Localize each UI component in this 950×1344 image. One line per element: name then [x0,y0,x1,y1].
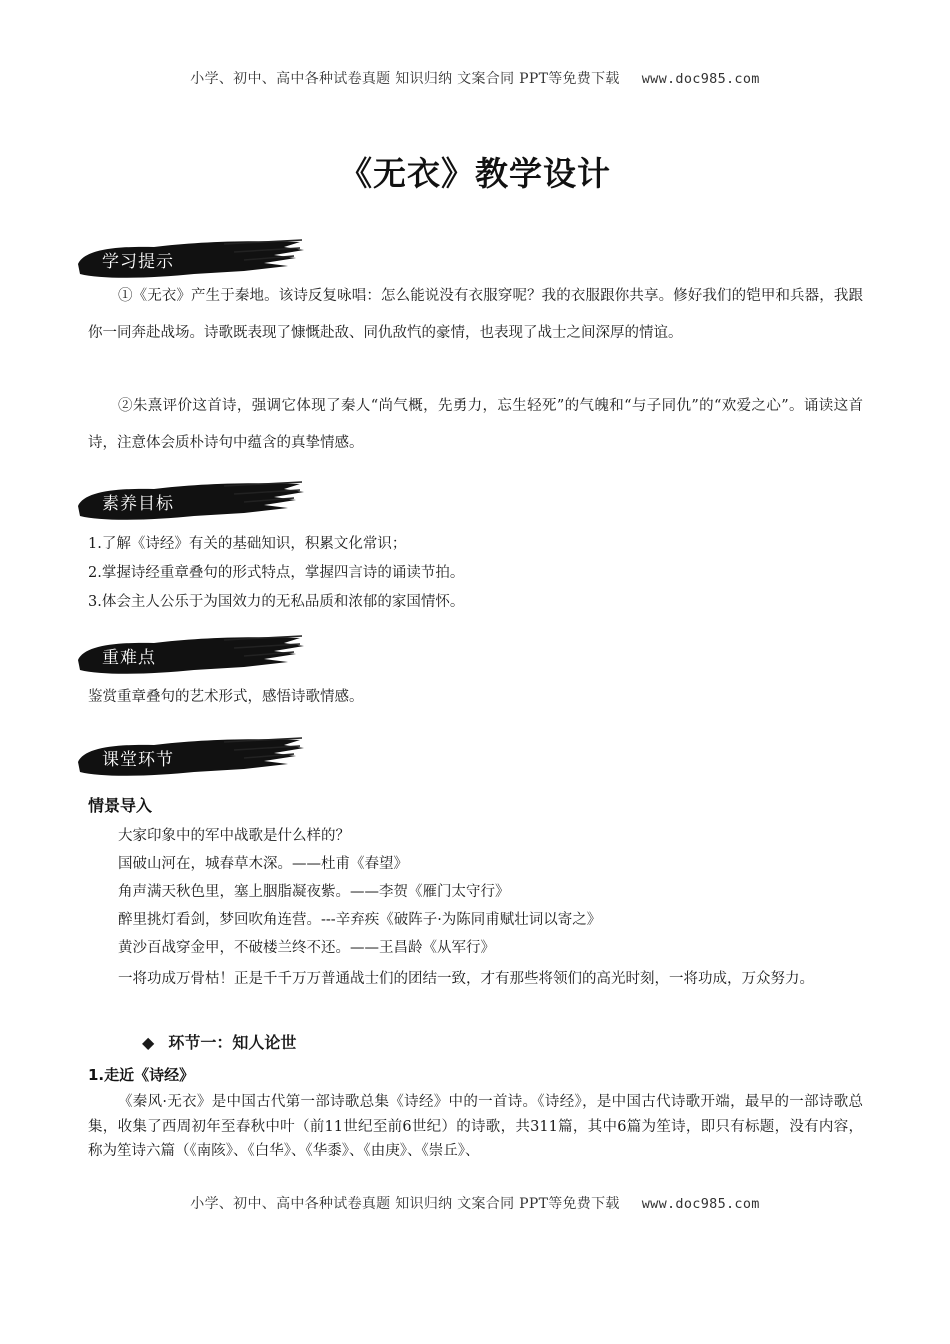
page-title: 《无衣》教学设计 [339,154,611,193]
intro-line: 黄沙百战穿金甲，不破楼兰终不还。——王昌龄《从军行》 [118,940,495,956]
step1-subheading: 1.走近《诗经》 [88,1066,195,1084]
goal-item: 3.体会主人公乐于为国效力的无私品质和浓郁的家国情怀。 [88,594,465,610]
intro-line: 醉里挑灯看剑，梦回吹角连营。---辛弃疾《破阵子·为陈同甫赋壮词以寄之》 [118,912,602,928]
tips-paragraph-2: ②朱熹评价这首诗，强调它体现了秦人“尚气概，先勇力，忘生轻死”的气魄和“与子同仇”的“欢爱之心”。诵读这首诗，注意体会质朴诗句中蕴含的真挚情感。 [88,398,863,451]
section-banner-class-steps [74,736,306,780]
footer-text: 小学、初中、高中各种试卷真题 知识归纳 文案合同 PPT等免费下载 [190,1196,620,1212]
diamond-bullet-icon: ◆ [142,1033,155,1052]
tips-paragraph-1: ①《无衣》产生于秦地。该诗反复咏唱：怎么能说没有衣服穿呢？我的衣服跟你共享。修好我们的铠甲和兵器，我跟你一同奔赴战场。诗歌既表现了慷慨赴敌、同仇敌忾的豪情，也表现了战士之间深厚的情谊。 [88,288,863,341]
section-banner-keypoints [74,634,306,678]
intro-line: 大家印象中的军中战歌是什么样的？ [118,828,350,844]
footer-url[interactable]: www.doc985.com [641,1196,760,1212]
header-url[interactable]: www.doc985.com [641,71,760,87]
section-title: 重难点 [102,648,156,668]
section-title: 课堂环节 [102,750,174,770]
step1-heading-text: 环节一：知人论世 [168,1033,297,1052]
intro-heading: 情景导入 [88,796,153,815]
section-banner-goals [74,480,306,524]
keypoint-text: 鉴赏重章叠句的艺术形式，感悟诗歌情感。 [88,689,364,705]
section-title: 学习提示 [102,252,174,272]
section-title: 素养目标 [102,494,174,514]
intro-closing: 一将功成万骨枯！正是千千万万普通战士们的团结一致，才有那些将领们的高光时刻，一将功成，万众努力。 [118,971,814,987]
page-footer [0,1193,950,1213]
intro-line: 国破山河在，城春草木深。——杜甫《春望》 [118,856,408,872]
goal-item: 2.掌握诗经重章叠句的形式特点，掌握四言诗的诵读节拍。 [88,565,465,581]
step1-paragraph: 《秦风·无衣》是中国古代第一部诗歌总集《诗经》中的一首诗。《诗经》，是中国古代诗歌开端，最早的一部诗歌总集，收集了西周初年至春秋中叶（前11世纪至前6世纪）的诗歌，共311篇，其中6篇为笙诗，即只有标题，没有内容，称为笙诗六篇（《南陔》、《白华》、《华黍》、《由庚》、《崇丘》、 [88,1094,863,1159]
section-banner-study-tips [74,238,306,282]
goal-item: 1.了解《诗经》有关的基础知识，积累文化常识； [88,536,407,552]
page-header [0,68,950,88]
step1-heading [142,1030,296,1053]
header-text: 小学、初中、高中各种试卷真题 知识归纳 文案合同 PPT等免费下载 [190,71,620,87]
intro-line: 角声满天秋色里，塞上胭脂凝夜紫。——李贺《雁门太守行》 [118,884,510,900]
